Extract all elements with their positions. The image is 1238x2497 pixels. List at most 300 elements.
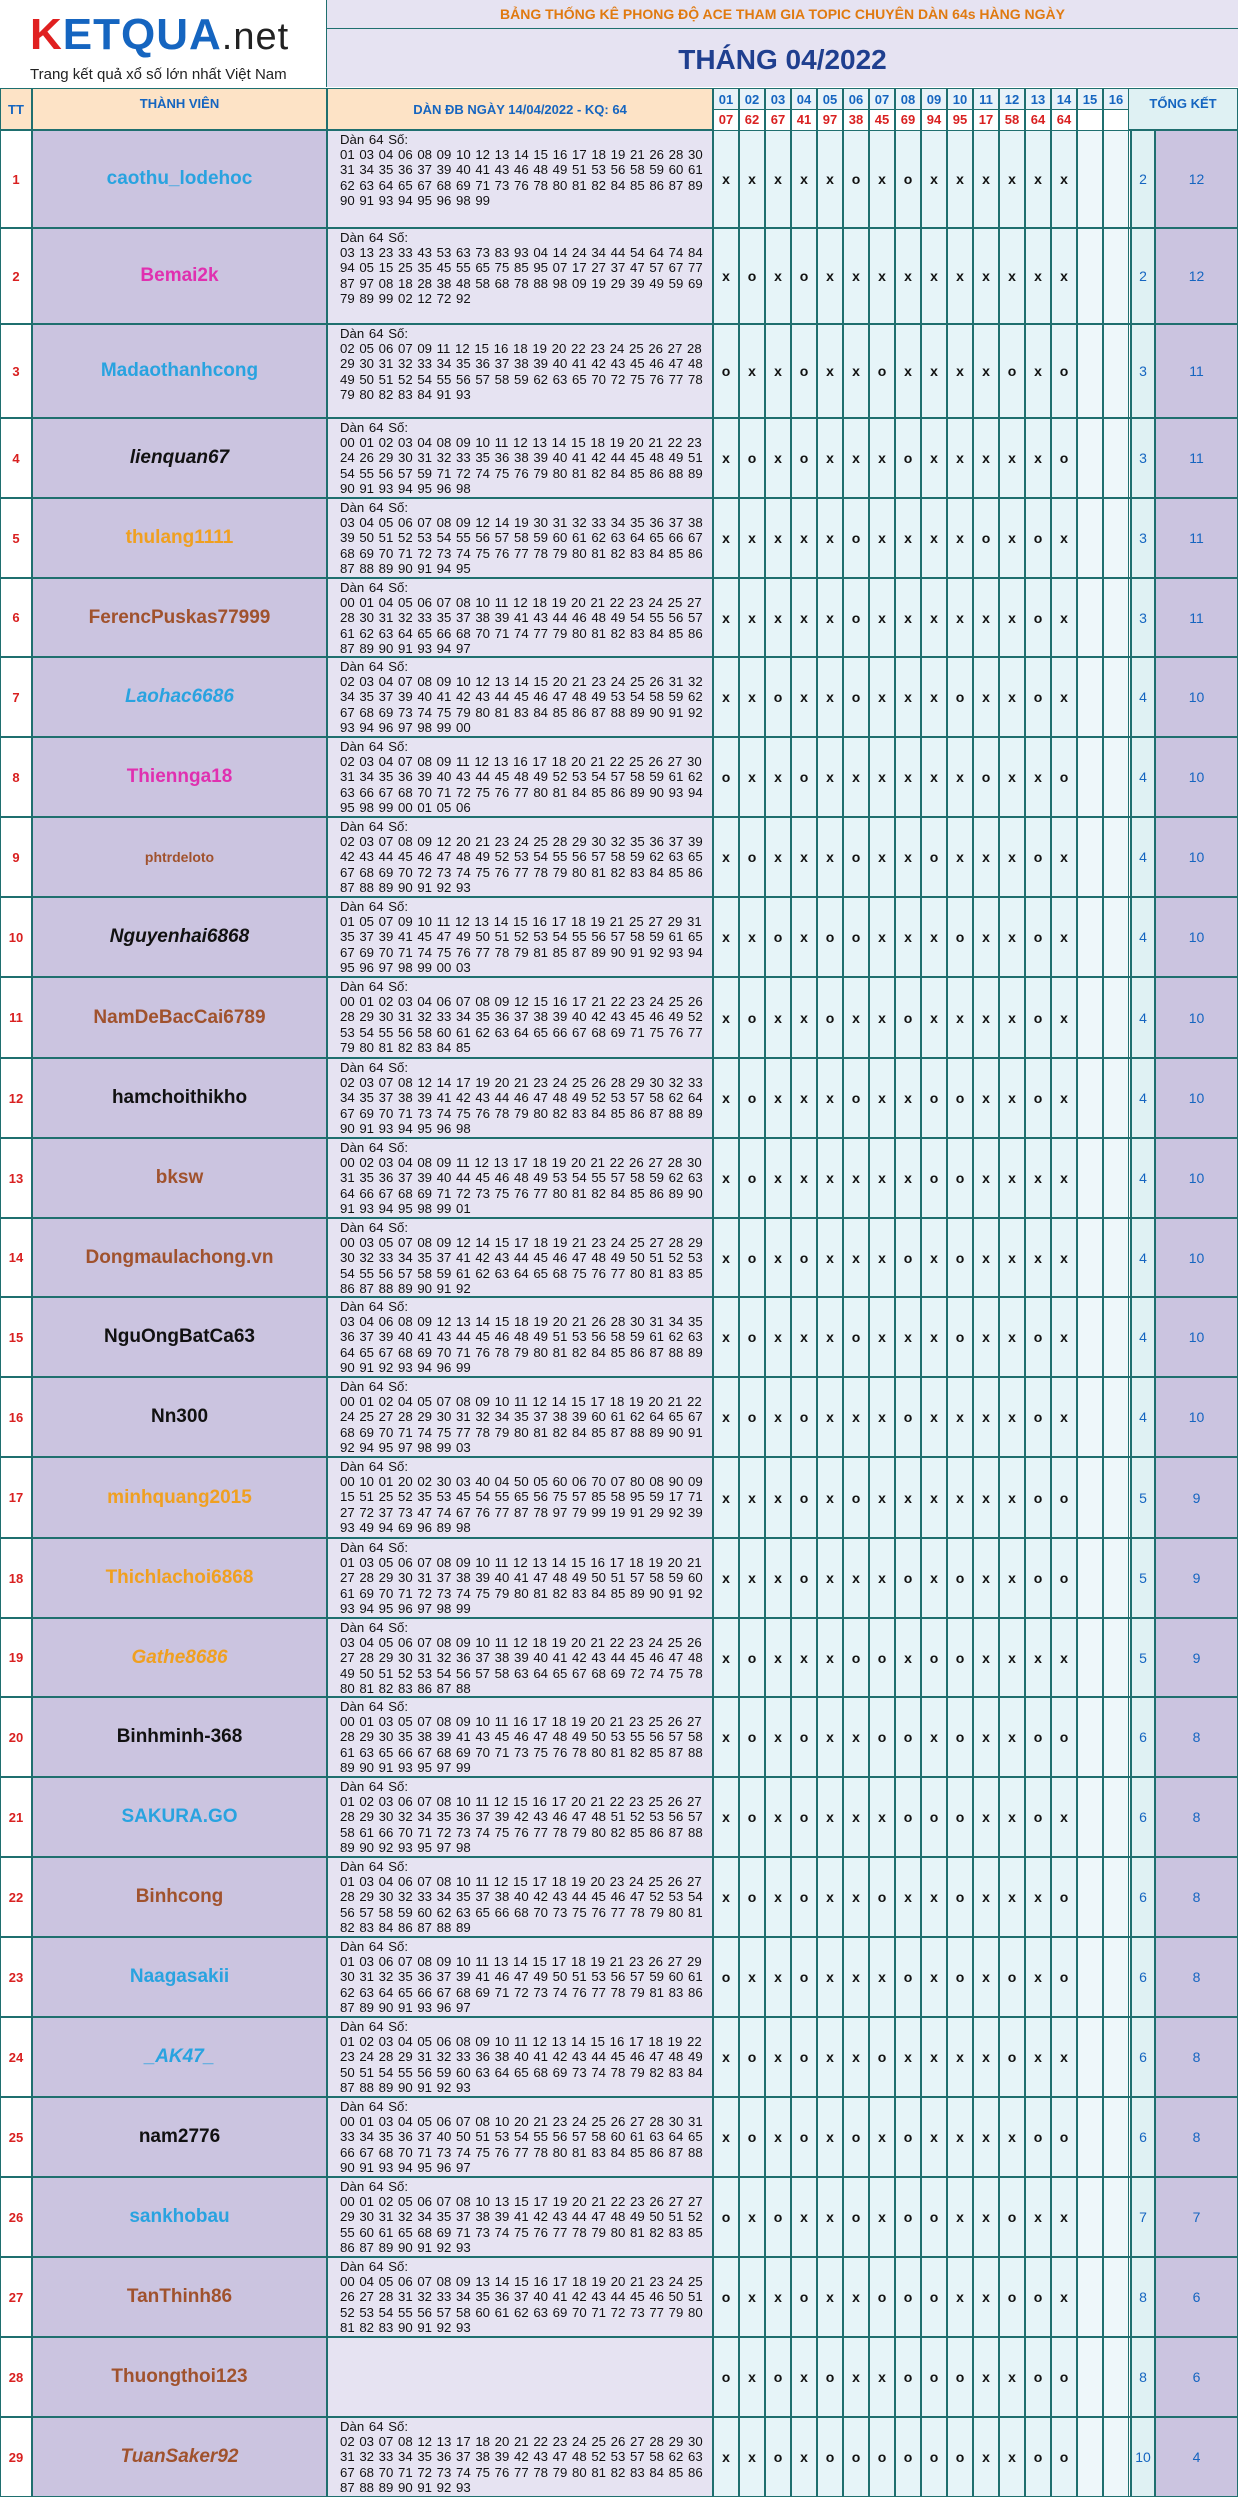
day-mark: o xyxy=(1051,2337,1077,2417)
member-name[interactable]: phtrdeloto xyxy=(32,817,327,897)
day-mark xyxy=(1077,2417,1103,2497)
day-mark: o xyxy=(843,1297,869,1377)
day-mark: x xyxy=(973,1937,999,2017)
table-row xyxy=(0,1297,1238,1377)
member-name[interactable]: hamchoithikho xyxy=(32,1058,327,1138)
day-mark xyxy=(1077,1697,1103,1777)
day-mark xyxy=(1077,1457,1103,1538)
day-mark xyxy=(1103,737,1129,817)
day-column-header xyxy=(843,88,869,130)
day-mark: o xyxy=(869,1697,895,1777)
day-mark: x xyxy=(973,2417,999,2497)
day-mark: o xyxy=(947,1937,973,2017)
total-hit: 5 xyxy=(1131,1618,1155,1697)
day-mark xyxy=(1077,130,1103,228)
day-mark: x xyxy=(921,897,947,977)
day-mark: o xyxy=(947,2417,973,2497)
table-row xyxy=(0,1697,1238,1777)
day-mark: x xyxy=(999,2097,1025,2177)
day-mark: x xyxy=(895,578,921,657)
day-mark: x xyxy=(1051,130,1077,228)
day-mark: x xyxy=(1051,817,1077,897)
day-mark xyxy=(1103,1618,1129,1697)
total-miss: 8 xyxy=(1155,1857,1238,1937)
day-mark: o xyxy=(1051,1457,1077,1538)
member-name[interactable]: lienquan67 xyxy=(32,418,327,498)
number-set: Dàn 64 Số: 02 05 06 07 09 11 12 15 16 18 19 20 22 23 24 25 26 27 28 29 30 31 32 33 34 35 36 37 38 39 40 41 42 43 45 46 47 48 49 50 51 52 54 55 56 57 58 59 62 63 65 70 72 75 76 77 78 79 80 82 83 84 91 93 xyxy=(327,324,713,418)
row-number: 29 xyxy=(0,2417,32,2497)
row-number: 2 xyxy=(0,228,32,324)
day-mark: x xyxy=(713,1457,739,1538)
day-mark: x xyxy=(765,2257,791,2337)
member-name[interactable]: Binhminh-368 xyxy=(32,1697,327,1777)
row-number: 27 xyxy=(0,2257,32,2337)
day-mark: x xyxy=(999,817,1025,897)
day-mark xyxy=(1103,1937,1129,2017)
day-mark: x xyxy=(713,1377,739,1457)
day-result xyxy=(1104,110,1128,130)
day-mark: o xyxy=(869,2017,895,2097)
table-row xyxy=(0,2017,1238,2097)
day-mark: x xyxy=(921,657,947,737)
total-hit: 8 xyxy=(1131,2257,1155,2337)
member-name[interactable]: Bemai2k xyxy=(32,228,327,324)
day-mark: x xyxy=(999,1697,1025,1777)
day-mark: x xyxy=(791,2417,817,2497)
member-name[interactable]: Laohac6686 xyxy=(32,657,327,737)
day-mark: o xyxy=(1025,1538,1051,1618)
number-set: Dàn 64 Số: 02 03 07 08 12 14 17 19 20 21 23 24 25 26 28 29 30 32 33 34 35 37 38 39 41 42 43 44 46 47 48 49 52 53 57 58 62 64 67 69 70 71 73 74 75 76 78 79 80 82 83 84 85 86 87 88 89 90 91 93 94 95 96 98 xyxy=(327,1058,713,1138)
day-mark: x xyxy=(713,2097,739,2177)
day-mark: x xyxy=(765,977,791,1058)
day-mark: x xyxy=(973,657,999,737)
day-result: 07 xyxy=(714,110,738,130)
day-mark: x xyxy=(713,897,739,977)
total-hit: 3 xyxy=(1131,498,1155,578)
day-mark: x xyxy=(999,578,1025,657)
day-mark: o xyxy=(739,977,765,1058)
row-number: 24 xyxy=(0,2017,32,2097)
row-number: 17 xyxy=(0,1457,32,1538)
day-mark: x xyxy=(1025,324,1051,418)
day-mark: o xyxy=(739,1697,765,1777)
total-hit: 4 xyxy=(1131,897,1155,977)
total-miss: 9 xyxy=(1155,1618,1238,1697)
day-mark: x xyxy=(999,498,1025,578)
member-name[interactable]: thulang1111 xyxy=(32,498,327,578)
day-mark: x xyxy=(973,1777,999,1857)
member-name[interactable]: _AK47_ xyxy=(32,2017,327,2097)
day-mark: o xyxy=(765,2177,791,2257)
member-name[interactable]: NamDeBacCai6789 xyxy=(32,977,327,1058)
day-mark xyxy=(1077,418,1103,498)
day-mark: x xyxy=(869,1457,895,1538)
total-miss: 10 xyxy=(1155,1377,1238,1457)
total-hit: 6 xyxy=(1131,1777,1155,1857)
day-mark: o xyxy=(1025,498,1051,578)
total-miss: 9 xyxy=(1155,1538,1238,1618)
day-column-header xyxy=(791,88,817,130)
total-miss: 12 xyxy=(1155,130,1238,228)
day-result: 62 xyxy=(740,110,764,130)
day-mark: x xyxy=(817,418,843,498)
day-mark: x xyxy=(895,657,921,737)
total-miss: 8 xyxy=(1155,1777,1238,1857)
total-miss: 10 xyxy=(1155,977,1238,1058)
day-mark xyxy=(1077,737,1103,817)
total-miss: 12 xyxy=(1155,228,1238,324)
day-mark: o xyxy=(843,2177,869,2257)
header-total: TỔNG KẾT xyxy=(1128,88,1238,130)
day-mark: x xyxy=(791,657,817,737)
table-row xyxy=(0,1618,1238,1697)
table-row xyxy=(0,1377,1238,1457)
day-mark: o xyxy=(999,2257,1025,2337)
number-set: Dàn 64 Số: 00 03 05 07 08 09 12 14 15 17 18 19 21 23 24 25 27 28 29 30 32 33 34 35 37 41 42 43 44 45 46 47 48 49 50 51 52 53 54 55 56 57 58 59 61 62 63 64 65 68 75 76 77 80 81 83 85 86 87 88 89 90 91 92 xyxy=(327,1218,713,1297)
logo[interactable] xyxy=(0,0,327,87)
day-number: 01 xyxy=(714,89,738,110)
day-mark: o xyxy=(739,2097,765,2177)
day-mark: x xyxy=(947,578,973,657)
total-miss: 6 xyxy=(1155,2257,1238,2337)
day-mark: o xyxy=(947,1058,973,1138)
day-mark: o xyxy=(1025,897,1051,977)
day-mark: x xyxy=(999,228,1025,324)
day-mark: x xyxy=(921,1377,947,1457)
day-mark: x xyxy=(895,1618,921,1697)
day-mark xyxy=(1077,1058,1103,1138)
day-mark: x xyxy=(713,130,739,228)
day-mark: x xyxy=(739,657,765,737)
day-mark: x xyxy=(843,1697,869,1777)
day-mark: x xyxy=(895,324,921,418)
day-mark: o xyxy=(791,228,817,324)
day-mark: x xyxy=(713,498,739,578)
day-mark: x xyxy=(1051,578,1077,657)
day-mark: x xyxy=(1051,498,1077,578)
member-name[interactable]: TuanSaker92 xyxy=(32,2417,327,2497)
day-mark: x xyxy=(973,2177,999,2257)
day-mark: x xyxy=(1051,1058,1077,1138)
day-mark: o xyxy=(947,1218,973,1297)
day-mark: o xyxy=(1025,977,1051,1058)
day-mark: x xyxy=(765,737,791,817)
day-mark: x xyxy=(1025,228,1051,324)
day-mark: x xyxy=(1025,2017,1051,2097)
member-name[interactable]: Thichlachoi6868 xyxy=(32,1538,327,1618)
day-mark: x xyxy=(1025,1937,1051,2017)
day-mark: o xyxy=(869,1857,895,1937)
member-name[interactable]: Thiennga18 xyxy=(32,737,327,817)
row-number: 15 xyxy=(0,1297,32,1377)
day-column-header xyxy=(1077,88,1103,130)
day-mark: x xyxy=(817,737,843,817)
member-name[interactable]: Gathe8686 xyxy=(32,1618,327,1697)
day-mark: o xyxy=(1025,2257,1051,2337)
day-mark: x xyxy=(869,1138,895,1218)
day-mark xyxy=(1077,1937,1103,2017)
total-hit: 3 xyxy=(1131,324,1155,418)
day-mark: o xyxy=(921,2257,947,2337)
day-column-header xyxy=(1025,88,1051,130)
total-hit: 6 xyxy=(1131,1937,1155,2017)
total-miss: 8 xyxy=(1155,2097,1238,2177)
table-row xyxy=(0,1218,1238,1297)
member-name[interactable]: FerencPuskas77999 xyxy=(32,578,327,657)
day-mark: x xyxy=(1051,1218,1077,1297)
day-number: 05 xyxy=(818,89,842,110)
day-mark: x xyxy=(817,1377,843,1457)
day-mark: x xyxy=(869,2097,895,2177)
day-mark: o xyxy=(1025,2097,1051,2177)
day-number: 04 xyxy=(792,89,816,110)
row-number: 18 xyxy=(0,1538,32,1618)
total-hit: 3 xyxy=(1131,418,1155,498)
member-name[interactable]: nam2776 xyxy=(32,2097,327,2177)
day-mark: x xyxy=(817,1138,843,1218)
day-mark: x xyxy=(817,498,843,578)
day-mark xyxy=(1103,2417,1129,2497)
day-mark xyxy=(1077,1618,1103,1697)
member-name[interactable]: Nguyenhai6868 xyxy=(32,897,327,977)
member-name[interactable]: caothu_lodehoc xyxy=(32,130,327,228)
day-mark: o xyxy=(791,1538,817,1618)
day-result: 97 xyxy=(818,110,842,130)
member-name[interactable]: bksw xyxy=(32,1138,327,1218)
member-name[interactable]: Naagasakii xyxy=(32,1937,327,2017)
day-mark: x xyxy=(817,1618,843,1697)
day-mark: o xyxy=(921,2337,947,2417)
total-miss: 6 xyxy=(1155,2337,1238,2417)
total-miss: 4 xyxy=(1155,2417,1238,2497)
day-mark: x xyxy=(1051,657,1077,737)
total-hit: 2 xyxy=(1131,130,1155,228)
day-mark: x xyxy=(973,1297,999,1377)
member-name[interactable]: Thuongthoi123 xyxy=(32,2337,327,2417)
day-mark: x xyxy=(973,2337,999,2417)
day-mark: x xyxy=(791,578,817,657)
day-mark: x xyxy=(973,2257,999,2337)
day-mark: o xyxy=(895,1218,921,1297)
day-mark: o xyxy=(1051,1538,1077,1618)
row-number: 16 xyxy=(0,1377,32,1457)
day-mark: x xyxy=(765,1777,791,1857)
day-mark: x xyxy=(713,1297,739,1377)
day-mark: o xyxy=(895,1538,921,1618)
day-mark: x xyxy=(1051,977,1077,1058)
table-row xyxy=(0,2097,1238,2177)
day-mark: o xyxy=(791,1218,817,1297)
day-mark: x xyxy=(947,418,973,498)
table-row xyxy=(0,2417,1238,2497)
total-hit: 5 xyxy=(1131,1538,1155,1618)
day-mark: x xyxy=(765,1138,791,1218)
day-mark xyxy=(1103,130,1129,228)
number-set: Dàn 64 Số: 00 10 01 20 02 30 03 40 04 50 05 60 06 70 07 80 08 90 09 15 51 25 52 35 53 45 54 55 65 56 75 57 85 58 95 59 17 71 27 72 37 73 47 74 67 76 77 87 78 97 79 99 19 91 29 92 39 93 49 94 69 96 89 98 xyxy=(327,1457,713,1538)
day-result: 58 xyxy=(1000,110,1024,130)
day-mark: x xyxy=(791,897,817,977)
day-mark: o xyxy=(791,1377,817,1457)
row-number: 5 xyxy=(0,498,32,578)
number-set: Dàn 64 Số: 03 13 23 33 43 53 63 73 83 93 04 14 24 34 44 54 64 74 84 94 05 15 25 35 45 55 65 75 85 95 07 17 27 37 47 57 67 77 87 97 08 18 28 38 48 58 68 78 88 98 09 19 29 39 49 59 69 79 89 99 02 12 72 92 xyxy=(327,228,713,324)
day-mark: o xyxy=(921,1138,947,1218)
member-name[interactable]: Dongmaulachong.vn xyxy=(32,1218,327,1297)
day-mark: o xyxy=(739,1377,765,1457)
day-result: 17 xyxy=(974,110,998,130)
number-set: Dàn 64 Số: 00 01 02 03 04 06 07 08 09 12 15 16 17 21 22 23 24 25 26 28 29 30 31 32 33 34 35 36 37 38 39 40 42 43 45 46 49 52 53 54 55 56 58 60 61 62 63 64 65 66 67 68 69 71 75 76 77 79 80 81 82 83 84 85 xyxy=(327,977,713,1058)
row-number: 21 xyxy=(0,1777,32,1857)
total-hit: 6 xyxy=(1131,2017,1155,2097)
day-mark: o xyxy=(999,1937,1025,2017)
day-mark xyxy=(1077,1777,1103,1857)
day-mark: x xyxy=(869,657,895,737)
number-set: Dàn 64 Số: 00 01 03 04 05 06 07 08 10 20 21 23 24 25 26 27 28 30 31 33 34 35 36 37 40 50 51 53 54 55 56 57 58 60 61 63 64 65 66 67 68 70 71 73 74 75 76 77 78 80 81 83 84 85 86 87 88 90 91 93 94 95 96 97 xyxy=(327,2097,713,2177)
number-set: Dàn 64 Số: 03 04 05 06 07 08 09 10 11 12 18 19 20 21 22 23 24 25 26 27 28 29 30 31 32 36 37 38 39 40 41 42 43 44 45 46 47 48 49 50 51 52 53 54 56 57 58 63 64 65 67 68 69 72 74 75 78 80 81 82 83 86 87 88 xyxy=(327,1618,713,1697)
day-mark: x xyxy=(999,657,1025,737)
day-mark: o xyxy=(739,1857,765,1937)
day-mark: o xyxy=(713,737,739,817)
member-name[interactable]: NguOngBatCa63 xyxy=(32,1297,327,1377)
day-mark: x xyxy=(895,1138,921,1218)
day-mark: o xyxy=(1025,1697,1051,1777)
day-mark: x xyxy=(869,418,895,498)
day-mark: x xyxy=(765,1937,791,2017)
day-mark: x xyxy=(791,977,817,1058)
table-row xyxy=(0,1777,1238,1857)
day-mark: x xyxy=(973,1457,999,1538)
day-mark: x xyxy=(921,228,947,324)
day-mark: o xyxy=(1025,817,1051,897)
day-mark: x xyxy=(765,2017,791,2097)
day-mark: x xyxy=(817,1538,843,1618)
day-mark: o xyxy=(947,1618,973,1697)
day-mark: x xyxy=(921,977,947,1058)
day-mark: x xyxy=(765,1377,791,1457)
day-column-header xyxy=(869,88,895,130)
day-mark: o xyxy=(973,498,999,578)
day-mark xyxy=(1077,1538,1103,1618)
day-mark: x xyxy=(765,2097,791,2177)
total-hit: 4 xyxy=(1131,977,1155,1058)
day-mark: x xyxy=(895,897,921,977)
day-mark: x xyxy=(765,1538,791,1618)
day-mark: o xyxy=(739,1297,765,1377)
day-mark: x xyxy=(713,418,739,498)
day-mark: x xyxy=(869,228,895,324)
day-mark: x xyxy=(713,1538,739,1618)
day-mark xyxy=(1103,1377,1129,1457)
day-mark xyxy=(1077,578,1103,657)
day-mark: x xyxy=(869,1377,895,1457)
day-mark: x xyxy=(999,1218,1025,1297)
day-mark: x xyxy=(973,228,999,324)
day-mark: x xyxy=(999,1457,1025,1538)
member-name[interactable]: sankhobau xyxy=(32,2177,327,2257)
day-mark: o xyxy=(791,418,817,498)
member-name[interactable]: TanThinh86 xyxy=(32,2257,327,2337)
day-mark: o xyxy=(921,2177,947,2257)
day-mark: x xyxy=(921,578,947,657)
member-name[interactable]: Nn300 xyxy=(32,1377,327,1457)
member-name[interactable]: SAKURA.GO xyxy=(32,1777,327,1857)
day-mark: x xyxy=(973,897,999,977)
total-hit: 6 xyxy=(1131,1697,1155,1777)
day-mark: o xyxy=(999,324,1025,418)
day-mark: x xyxy=(843,1138,869,1218)
row-number: 4 xyxy=(0,418,32,498)
total-miss: 10 xyxy=(1155,897,1238,977)
day-mark: x xyxy=(739,324,765,418)
day-mark: x xyxy=(999,737,1025,817)
day-mark: x xyxy=(973,324,999,418)
day-mark xyxy=(1103,1457,1129,1538)
day-mark: x xyxy=(765,1697,791,1777)
day-mark: x xyxy=(895,2017,921,2097)
total-miss: 10 xyxy=(1155,1058,1238,1138)
day-mark: x xyxy=(713,657,739,737)
total-miss: 11 xyxy=(1155,498,1238,578)
day-mark: x xyxy=(1025,737,1051,817)
day-mark: o xyxy=(843,1457,869,1538)
day-mark: x xyxy=(843,977,869,1058)
day-number: 15 xyxy=(1078,89,1102,110)
day-mark: x xyxy=(713,228,739,324)
table-row xyxy=(0,817,1238,897)
day-column-header xyxy=(921,88,947,130)
day-mark: x xyxy=(869,817,895,897)
day-mark: x xyxy=(713,578,739,657)
day-mark: x xyxy=(869,977,895,1058)
day-number: 09 xyxy=(922,89,946,110)
day-mark: x xyxy=(1051,1297,1077,1377)
day-mark: x xyxy=(765,1857,791,1937)
day-mark: x xyxy=(1051,2257,1077,2337)
day-mark: o xyxy=(1051,2097,1077,2177)
day-mark: x xyxy=(739,737,765,817)
day-mark: x xyxy=(1051,1777,1077,1857)
day-mark: x xyxy=(1051,897,1077,977)
day-mark: x xyxy=(973,1058,999,1138)
day-mark: x xyxy=(895,1457,921,1538)
row-number: 26 xyxy=(0,2177,32,2257)
day-mark: x xyxy=(999,130,1025,228)
member-name[interactable]: Binhcong xyxy=(32,1857,327,1937)
number-set: Dàn 64 Số: 00 02 03 04 08 09 11 12 13 17 18 19 20 21 22 26 27 28 30 31 35 36 37 39 40 44 45 46 48 49 53 54 55 57 58 59 62 63 64 66 67 68 69 71 72 73 75 76 77 80 81 82 84 85 86 89 90 91 93 94 95 98 99 01 xyxy=(327,1138,713,1218)
member-name[interactable]: Madaothanhcong xyxy=(32,324,327,418)
day-mark: x xyxy=(921,130,947,228)
day-mark: x xyxy=(973,2097,999,2177)
day-mark: o xyxy=(713,1937,739,2017)
day-mark: x xyxy=(947,1457,973,1538)
day-mark: o xyxy=(739,1058,765,1138)
day-result: 94 xyxy=(922,110,946,130)
day-mark: x xyxy=(713,1777,739,1857)
day-mark: x xyxy=(713,1218,739,1297)
day-mark: x xyxy=(817,2257,843,2337)
number-set: Dàn 64 Số: 00 01 02 05 06 07 08 10 13 15 17 19 20 21 22 23 26 27 27 29 30 31 32 34 35 37 38 39 41 42 43 44 47 48 49 50 51 52 55 60 61 65 68 69 71 73 74 75 76 77 78 79 80 81 82 83 85 86 87 89 90 91 92 93 xyxy=(327,2177,713,2257)
day-mark: o xyxy=(869,2257,895,2337)
day-mark: o xyxy=(947,1697,973,1777)
day-mark xyxy=(1103,1777,1129,1857)
day-result: 41 xyxy=(792,110,816,130)
day-mark: o xyxy=(713,2337,739,2417)
day-mark: x xyxy=(843,324,869,418)
row-number: 13 xyxy=(0,1138,32,1218)
day-mark: x xyxy=(921,418,947,498)
member-name[interactable]: minhquang2015 xyxy=(32,1457,327,1538)
day-mark: x xyxy=(973,130,999,228)
day-mark: o xyxy=(791,2017,817,2097)
